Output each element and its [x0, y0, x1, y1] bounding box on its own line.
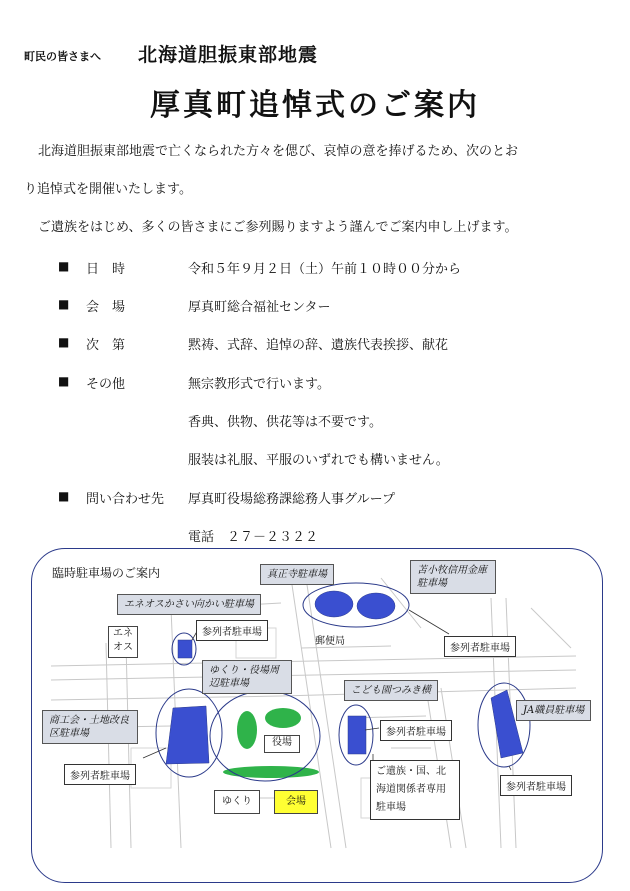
value-other-1: 無宗教形式で行います。	[188, 377, 330, 392]
paragraph-2: ご遺族をはじめ、多くの皆さまにご参列賜りますよう謹んでご案内申し上げます。	[38, 220, 518, 235]
green-lot-left	[237, 711, 257, 749]
page-title: 厚真町追悼式のご案内	[150, 88, 480, 123]
label-yukuri-lot: ゆくり・役場周辺駐車場	[202, 660, 292, 694]
paragraph-1-line-2: り追悼式を開催いたします。	[24, 182, 192, 197]
paragraph-1-line-1: 北海道胆振東部地震で亡くなられた方々を偲び、哀悼の意を捧げるため、次のとお	[38, 144, 518, 159]
value-venue: 厚真町総合福祉センター	[188, 300, 331, 315]
shokokai-lot	[166, 706, 209, 764]
value-program: 黙祷、式辞、追悼の辞、遺族代表挨拶、献花	[188, 338, 449, 353]
label-ja-lot: JA職員駐車場	[516, 700, 591, 721]
label-datetime: 日 時	[86, 262, 126, 277]
bullet-icon: ■	[58, 297, 70, 311]
bullet-icon: ■	[58, 259, 70, 273]
label-tomakomai-lot: 苫小牧信用金庫駐車場	[410, 560, 496, 594]
label-contact: 問い合わせ先	[86, 492, 165, 507]
label-shokokai-lot: 商工会・土地改良区駐車場	[42, 710, 138, 744]
eneos-lot	[178, 640, 192, 658]
value-contact-dept: 厚真町役場総務課総務人事グループ	[188, 492, 395, 507]
bullet-icon: ■	[58, 335, 70, 349]
event-name: 北海道胆振東部地震	[138, 44, 319, 66]
value-datetime: 令和５年９月２日（土）午前１０時００分から	[188, 262, 462, 277]
label-kodomoen-lot: こども園つみき横	[344, 680, 438, 701]
place-venue: 会場	[274, 790, 318, 814]
map-title: 臨時駐車場のご案内	[52, 566, 161, 580]
bullet-icon: ■	[58, 374, 70, 388]
value-other-2: 香典、供物、供花等は不要です。	[188, 415, 382, 430]
value-other-3: 服装は礼服、平服のいずれでも構いません。	[188, 453, 449, 468]
label-program: 次 第	[86, 338, 126, 353]
green-lot-right	[265, 708, 301, 728]
attendee-lot-callout: 参列者駐車場	[196, 620, 268, 641]
bullet-icon: ■	[58, 489, 70, 503]
label-venue: 会 場	[86, 300, 126, 315]
shinshoji-lot-left	[315, 591, 353, 617]
place-post-office: 郵便局	[315, 636, 345, 647]
place-yukuri: ゆくり	[214, 790, 260, 814]
kodomoen-lot	[348, 716, 366, 754]
shinshoji-lot-right	[357, 593, 395, 619]
attendee-lot-callout: 参列者駐車場	[380, 720, 452, 741]
attendee-lot-callout: 参列者駐車場	[64, 764, 136, 785]
attendee-lot-callout: 参列者駐車場	[500, 775, 572, 796]
intro-text: 町民の皆さまへ	[24, 50, 101, 63]
place-town-office: 役場	[264, 735, 300, 753]
family-lot-callout: ご遺族・国、北海道関係者専用駐車場	[370, 760, 460, 820]
label-other: その他	[86, 377, 126, 392]
label-shinshoji-lot: 真正寺駐車場	[260, 564, 334, 585]
value-contact-phone: 電話 ２７－２３２２	[188, 530, 319, 545]
place-eneos: エネオス	[108, 626, 138, 658]
attendee-lot-callout: 参列者駐車場	[444, 636, 516, 657]
label-eneos-across-lot: エネオスかさい向かい駐車場	[117, 594, 261, 615]
